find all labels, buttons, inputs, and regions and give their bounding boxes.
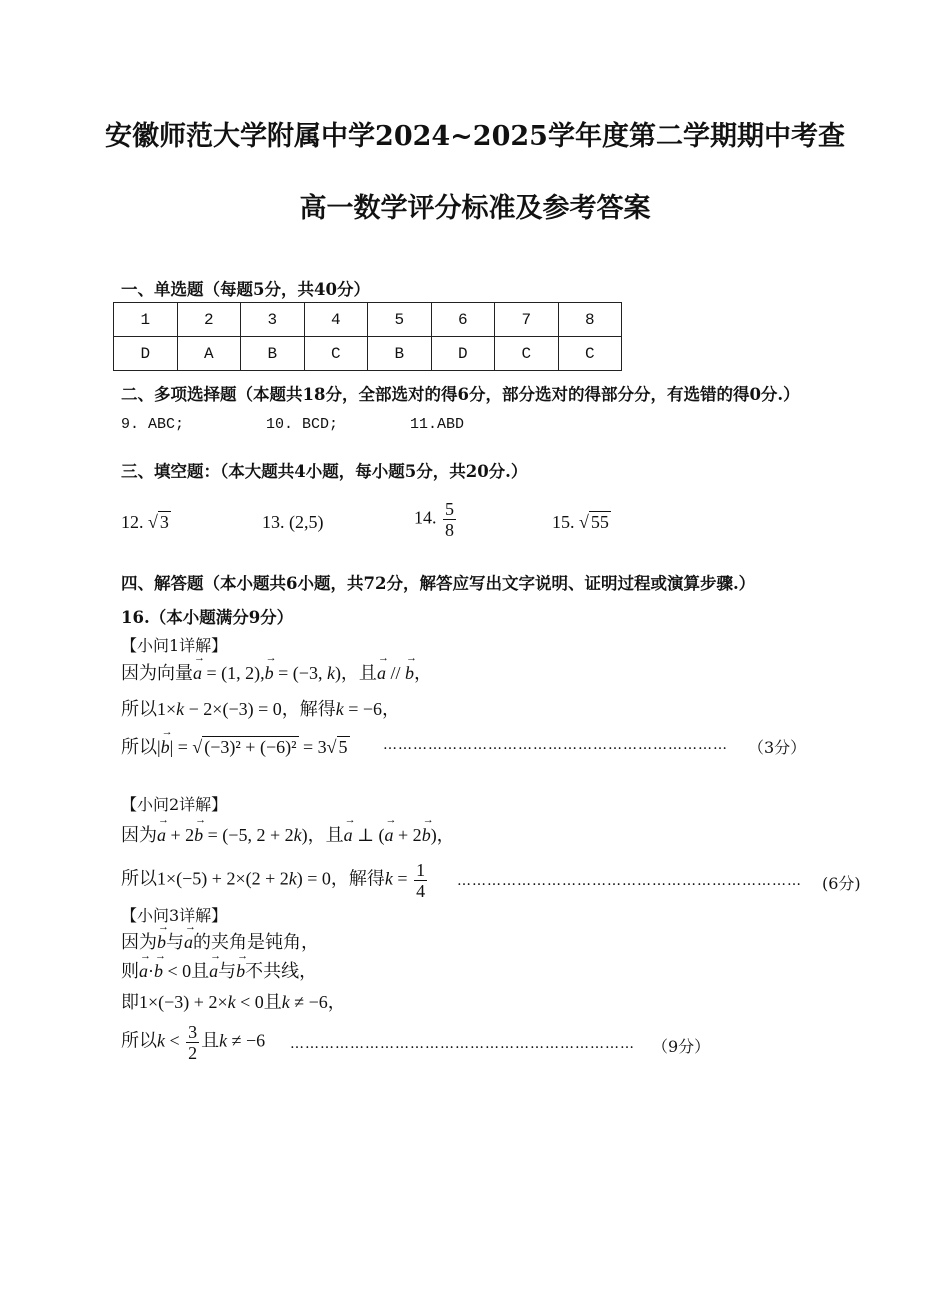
- text: )，: [430, 825, 455, 845]
- table-cell: 1: [114, 303, 178, 337]
- part1-label: 【小问1详解】: [121, 636, 228, 655]
- q16-heading: 16.（本小题满分9分）: [121, 608, 294, 627]
- denominator: 8: [445, 520, 454, 540]
- q12-label: 12.: [121, 512, 144, 532]
- text: <: [165, 1030, 185, 1051]
- text: 且: [201, 1030, 220, 1051]
- text: = (−5, 2 + 2: [203, 825, 294, 845]
- answer-11: 11.ABD: [410, 416, 465, 433]
- answer-14: [414, 499, 458, 540]
- part3-line4: [121, 1022, 265, 1063]
- numerator: 5: [445, 499, 454, 519]
- text: 因为: [121, 932, 157, 952]
- table-cell: 4: [304, 303, 368, 337]
- sqrt: √ (−3)² + (−6)²: [192, 737, 297, 757]
- text: + 2: [166, 825, 195, 845]
- var-k: k: [326, 663, 335, 683]
- fraction: [186, 1022, 199, 1063]
- text: 与: [218, 961, 237, 981]
- page-subtitle: 高一数学评分标准及参考答案: [299, 193, 651, 224]
- text: ·: [148, 961, 154, 981]
- vector-a: → a: [209, 961, 218, 982]
- answer-15: [552, 512, 611, 533]
- table-cell: 7: [495, 303, 559, 337]
- var-k: k: [281, 992, 290, 1012]
- numerator: 3: [188, 1022, 198, 1042]
- table-cell: 5: [368, 303, 432, 337]
- var-k: k: [335, 699, 344, 719]
- denominator: 2: [188, 1043, 198, 1063]
- radicand: 3: [159, 512, 169, 532]
- text: < 0且: [235, 992, 282, 1012]
- section2-heading: 二、多项选择题（本题共18分，全部选对的得6分，部分选对的得部分分，有选错的得0分.）: [121, 385, 800, 404]
- answer-9: 9. ABC;: [121, 416, 185, 433]
- vector-b: → b: [405, 663, 414, 684]
- vector-b: → b: [265, 663, 274, 684]
- answer-10: 10. BCD;: [266, 416, 339, 433]
- var-k: k: [227, 992, 236, 1012]
- part3-line3: [121, 988, 346, 1014]
- text: 因为: [121, 825, 157, 845]
- text: 即1×(−3) + 2×: [121, 992, 228, 1012]
- text: = (1, 2),: [202, 663, 265, 683]
- text: //: [385, 663, 405, 683]
- vector-b: → b: [236, 961, 245, 982]
- text: = 3: [298, 737, 327, 757]
- denominator: 4: [416, 881, 426, 901]
- page-title: 安徽师范大学附属中学2024~2025学年度第二学期期中考查: [105, 121, 845, 152]
- table-row-numbers: [114, 303, 622, 337]
- vector-b: → b: [157, 932, 166, 953]
- score-9: （9分）: [652, 1037, 711, 1056]
- table-cell: D: [114, 337, 178, 371]
- fraction: [443, 499, 456, 540]
- text: + 2: [393, 825, 422, 845]
- table-cell: B: [241, 337, 305, 371]
- sqrt: √ 5: [326, 737, 348, 757]
- var-k: k: [293, 825, 302, 845]
- text: 与: [166, 932, 184, 952]
- text: ，: [413, 663, 432, 683]
- text: 所以|: [121, 737, 161, 757]
- table-cell: C: [495, 337, 559, 371]
- table-cell: C: [304, 337, 368, 371]
- table-cell: 8: [558, 303, 622, 337]
- leader-dots: ……………………………………………………………: [457, 873, 802, 889]
- table-cell: 3: [241, 303, 305, 337]
- part2-line2: [121, 860, 429, 901]
- part3-label: 【小问3详解】: [121, 906, 228, 925]
- text: − 2×(−3) = 0，解得: [184, 699, 336, 719]
- text: | =: [169, 737, 193, 757]
- vector-a: → a: [157, 825, 166, 846]
- var-k: k: [384, 868, 393, 889]
- text: 所以1×: [121, 699, 177, 719]
- vector-a: → a: [344, 825, 353, 846]
- part1-line2: [121, 695, 400, 721]
- table-cell: 6: [431, 303, 495, 337]
- vector-a: → a: [377, 663, 386, 684]
- answer-13: [262, 512, 324, 533]
- text: )，且: [334, 663, 377, 683]
- table-cell: D: [431, 337, 495, 371]
- section4-heading: 四、解答题（本小题共6小题，共72分，解答应写出文字说明、证明过程或演算步骤.）: [121, 574, 756, 593]
- score-3: （3分）: [748, 738, 807, 757]
- text: ≠ −6，: [289, 992, 346, 1012]
- vector-b: → b: [154, 961, 163, 982]
- text: ) = 0，解得: [296, 868, 385, 889]
- text: 则: [121, 961, 139, 981]
- sqrt: √ 55: [579, 512, 609, 532]
- part2-line1: [121, 821, 455, 847]
- text: = (−3,: [273, 663, 327, 683]
- vector-b: → b: [422, 825, 431, 846]
- answer-12: [121, 512, 171, 533]
- sqrt: √ 3: [148, 512, 169, 532]
- vector-a: → a: [139, 961, 148, 982]
- text: )，且: [301, 825, 344, 845]
- text: 不共线，: [245, 961, 318, 981]
- answer-table: [113, 302, 622, 371]
- q13-value: (2,5): [289, 512, 324, 532]
- section1-heading: 一、单选题（每题5分，共40分）: [121, 280, 370, 299]
- numerator: 1: [416, 860, 426, 880]
- vector-a: → a: [193, 663, 202, 684]
- vector-a: → a: [385, 825, 394, 846]
- table-row-answers: [114, 337, 622, 371]
- var-k: k: [219, 1030, 228, 1051]
- leader-dots: ……………………………………………………………: [383, 737, 728, 753]
- table-cell: A: [177, 337, 241, 371]
- text: 的夹角是钝角，: [193, 932, 319, 952]
- part3-line2: [121, 957, 317, 983]
- text: ⊥ (: [352, 825, 385, 845]
- q15-label: 15.: [552, 512, 575, 532]
- radicand: (−3)² + (−6)²: [204, 737, 297, 757]
- var-k: k: [176, 699, 185, 719]
- text: =: [392, 868, 413, 889]
- part2-label: 【小问2详解】: [121, 795, 228, 814]
- text: < 0且: [163, 961, 210, 981]
- vector-a: → a: [184, 932, 193, 953]
- leader-dots: ……………………………………………………………: [290, 1036, 635, 1052]
- text: 所以1×(−5) + 2×(2 + 2: [121, 868, 289, 889]
- vector-b: → b: [161, 737, 170, 758]
- table-cell: 2: [177, 303, 241, 337]
- section3-heading: 三、填空题：（本大题共4小题，每小题5分，共20分.）: [121, 462, 528, 481]
- part1-line3: [121, 733, 350, 759]
- radicand: 55: [590, 512, 609, 532]
- text: 因为向量: [121, 663, 193, 683]
- text: = −6，: [343, 699, 401, 719]
- vector-b: → b: [194, 825, 203, 846]
- table-cell: B: [368, 337, 432, 371]
- q13-label: 13.: [262, 512, 285, 532]
- q14-label: 14.: [414, 507, 437, 528]
- var-k: k: [157, 1030, 165, 1051]
- text: ≠ −6: [227, 1030, 266, 1051]
- fraction: [414, 860, 427, 901]
- part1-line1: [121, 659, 432, 685]
- var-k: k: [288, 868, 297, 889]
- score-6: (6分): [822, 874, 861, 893]
- radicand: 5: [338, 737, 348, 757]
- text: 所以: [121, 1030, 157, 1051]
- table-cell: C: [558, 337, 622, 371]
